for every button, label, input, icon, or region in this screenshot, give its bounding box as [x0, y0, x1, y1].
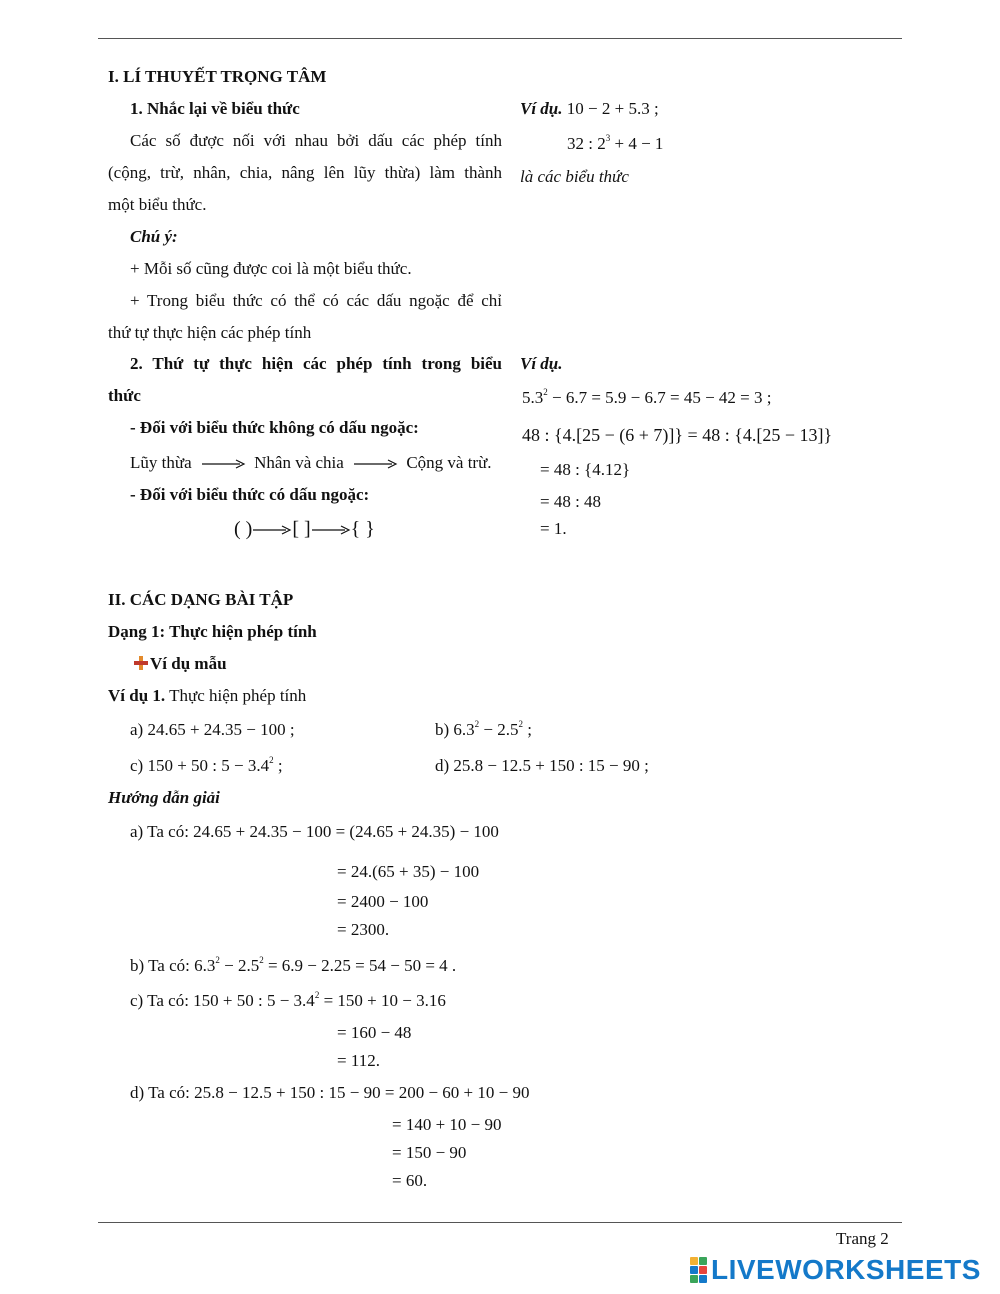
solution-c-line2: = 160 − 48 — [337, 1023, 412, 1042]
dang1-title: Dạng 1: Thực hiện phép tính — [108, 622, 317, 641]
example1-expr1: 10 − 2 + 5.3 ; — [566, 99, 659, 118]
top-rule — [98, 38, 902, 39]
solution-c-line3: = 112. — [337, 1051, 380, 1070]
example2-line5: = 1. — [540, 519, 567, 538]
paren-square: [ ] — [292, 518, 311, 540]
guide-title: Hướng dẫn giải — [108, 788, 220, 807]
section2-title: II. CÁC DẠNG BÀI TẬP — [108, 590, 294, 609]
vidu1: Ví dụ 1. Thực hiện phép tính — [108, 686, 307, 705]
example1-expr2: 32 : $2^3 + 4 - 1$ — [567, 133, 664, 153]
exercise-b: b) $6.3^2 - 2.5^2$ ; — [435, 719, 532, 739]
example2-line4: = 48 : 48 — [540, 492, 602, 511]
logo-text: LIVEWORKSHEETS — [711, 1254, 981, 1285]
plus-bullet-icon — [134, 656, 148, 670]
solution-a-line3: = 2400 − 100 — [337, 892, 429, 911]
solution-a-line4: = 2300. — [337, 920, 390, 939]
note-2-line2: thứ tự thực hiện các phép tính — [108, 323, 312, 342]
arrow-right-icon — [352, 459, 398, 469]
liveworksheets-logo — [690, 1256, 981, 1284]
logo-blocks-icon — [690, 1257, 707, 1283]
solution-a-line2: = 24.(65 + 35) − 100 — [337, 862, 480, 881]
example1-note: là các biểu thức — [520, 167, 629, 186]
with-paren-title: - Đối với biểu thức có dấu ngoặc: — [130, 485, 370, 504]
paren-curly: { } — [350, 518, 375, 540]
solution-b: b) Ta có: $6.3^2 - 2.5^2 = 6.9 - 2.25 = 54 - 50 = 4$ . — [130, 955, 457, 975]
note-title: Chú ý: — [130, 227, 178, 246]
order-step-3: Cộng và trừ. — [406, 453, 492, 472]
solution-c-line1: c) Ta có: 150 + 50 : $5 - 3.4^2 = 150 + 10 - 3.16$ — [130, 990, 446, 1010]
example2-line2: 48 : {4.[25 − (6 + 7)]} = 48 : {4.[25 − 13]} — [522, 425, 833, 445]
arrow-right-icon — [200, 459, 246, 469]
section1-title: I. LÍ THUYẾT TRỌNG TÂM — [108, 67, 327, 86]
order-step-2: Nhân và chia — [254, 453, 344, 472]
exercise-a: a) 24.65 + 24.35 − 100 ; — [130, 720, 295, 739]
exercise-d: d) 25.8 − 12.5 + 150 : 15 − 90 ; — [435, 756, 649, 775]
solution-d-line1: d) Ta có: 25.8 − 12.5 + 150 : 15 − 90 = 200 − 60 + 10 − 90 — [130, 1083, 530, 1102]
solution-d-line2: = 140 + 10 − 90 — [392, 1115, 502, 1134]
sub1-body-line2: (cộng, trừ, nhân, chia, nâng lên lũy thừa) làm thành — [108, 163, 502, 182]
note-2-line1: + Trong biểu thức có thể có các dấu ngoặc để chỉ — [130, 291, 502, 310]
order-no-paren — [130, 452, 492, 474]
sub2-title-line1: 2. Thứ tự thực hiện các phép tính trong biểu — [130, 354, 502, 373]
solution-d-line3: = 150 − 90 — [392, 1143, 467, 1162]
example2-label: Ví dụ. — [520, 354, 563, 373]
no-paren-title: - Đối với biểu thức không có dấu ngoặc: — [130, 418, 419, 437]
page-number: Trang 2 — [836, 1229, 889, 1248]
bottom-rule — [98, 1222, 902, 1223]
paren-round: ( ) — [234, 518, 253, 540]
arrow-right-icon — [252, 525, 292, 535]
order-with-paren — [234, 518, 375, 540]
sub1-body-line3: một biểu thức. — [108, 195, 207, 214]
example1 — [520, 98, 659, 120]
sub1-body-line1: Các số được nối với nhau bởi dấu các phép tính — [130, 131, 502, 150]
example2-line3: = 48 : {4.12} — [540, 460, 631, 479]
example1-label: Ví dụ. — [520, 99, 563, 118]
example2-line1: $5.3^2 - 6.7 = 5.9 - 6.7 = 45 - 42 = 3$ ; — [522, 387, 772, 407]
sub1-title: 1. Nhắc lại về biểu thức — [130, 99, 300, 118]
vidu-mau: Ví dụ mẫu — [134, 653, 227, 675]
exercise-c: c) 150 + 50 : $5 - 3.4^2$ ; — [130, 755, 283, 775]
arrow-right-icon — [311, 525, 351, 535]
order-step-1: Lũy thừa — [130, 453, 192, 472]
sub2-title-line2: thức — [108, 386, 141, 405]
solution-d-line4: = 60. — [392, 1171, 428, 1190]
note-1: + Mỗi số cũng được coi là một biểu thức. — [130, 259, 412, 278]
solution-a-line1: a) Ta có: 24.65 + 24.35 − 100 = (24.65 + 24.35) − 100 — [130, 822, 499, 841]
